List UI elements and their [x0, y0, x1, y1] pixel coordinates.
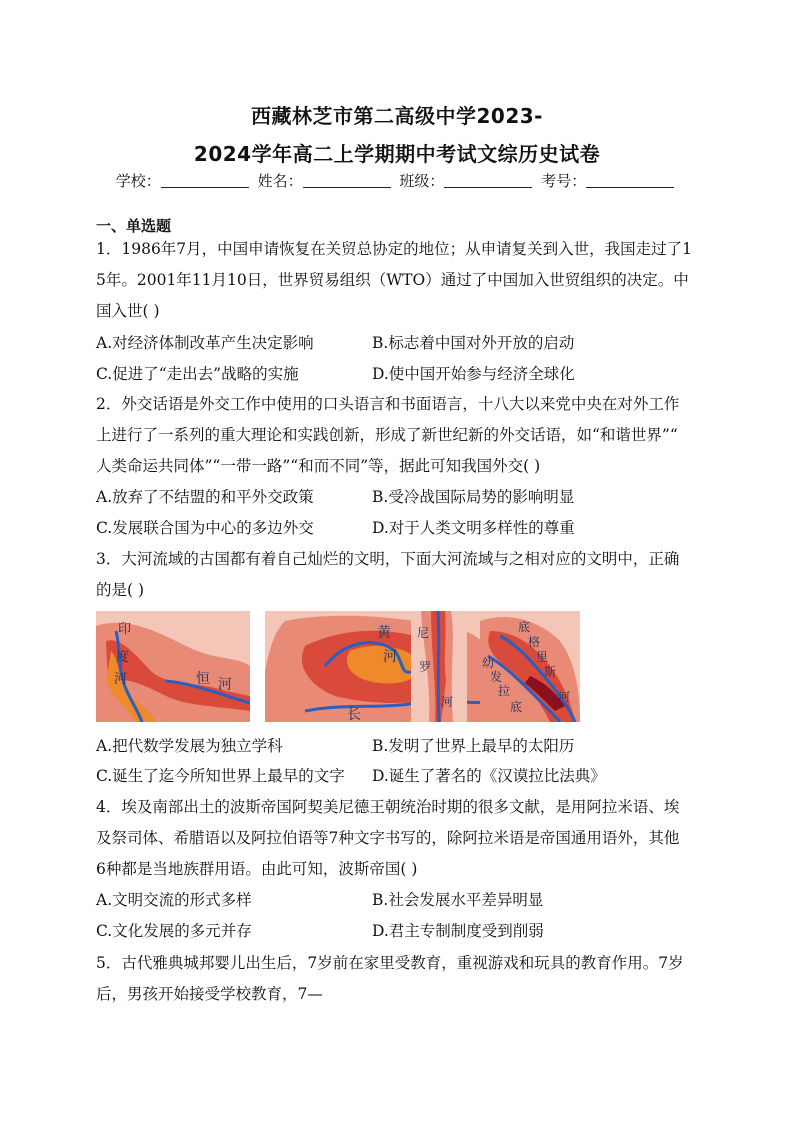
question-3	[96, 544, 700, 606]
map-label: 罗	[419, 660, 432, 674]
option-2c[interactable]: C.发展联合国为中心的多边外交	[96, 519, 314, 537]
map-label: 黄	[377, 625, 391, 641]
question-2	[96, 389, 700, 482]
school-label: 学校：	[115, 172, 161, 190]
question-line: 2．外交话语是外交工作中使用的口头语言和书面语言，十八大以来党中央在对外工作	[96, 395, 680, 413]
option-3d[interactable]: D.诞生了著名的《汉谟拉比法典》	[372, 767, 606, 785]
map-label: 斯	[544, 665, 557, 679]
question-line: 及祭司体、希腊语以及阿拉伯语等7种文字书写的，除阿拉米语是帝国通用语外，其他	[96, 829, 680, 847]
map-label: 印	[118, 622, 132, 637]
map-label: 发	[490, 670, 503, 684]
option-2d[interactable]: D.对于人类文明多样性的尊重	[372, 519, 575, 537]
question-line: 国入世( )	[96, 302, 160, 320]
option-2a[interactable]: A.放弃了不结盟的和平外交政策	[96, 488, 314, 506]
map-label: 底	[510, 700, 523, 714]
question-line: 上进行了一系列的重大理论和实践创新，形成了新世纪新的外交话语，如“和谐世界”“	[96, 426, 678, 444]
question-line: 人类命运共同体”“一带一路”“和而不同”等，据此可知我国外交( )	[96, 457, 541, 475]
option-1d[interactable]: D.使中国开始参与经济全球化	[372, 365, 575, 383]
map-tigris-euphrates	[480, 611, 580, 722]
option-3a[interactable]: A.把代数学发展为独立学科	[96, 737, 283, 755]
option-1c[interactable]: C.促进了“走出去”战略的实施	[96, 365, 299, 383]
exam-no-blank[interactable]	[586, 173, 674, 188]
option-1b[interactable]: B.标志着中国对外开放的启动	[372, 334, 575, 352]
question-line: 5年。2001年11月10日，世界贸易组织（WTO）通过了中国加入世贸组织的决定。中	[96, 271, 689, 289]
question-4	[96, 792, 700, 885]
question-1	[96, 234, 700, 327]
option-4c[interactable]: C.文化发展的多元并存	[96, 922, 252, 940]
question-line: 1．1986年7月，中国申请恢复在关贸总协定的地位；从申请复关到入世，我国走过了1	[96, 240, 693, 258]
exam-title-line2: 2024学年高二上学期期中考试文综历史试卷	[193, 142, 601, 166]
option-4b[interactable]: B.社会发展水平差异明显	[372, 891, 544, 909]
question-line: 6种都是当地族群用语。由此可知，波斯帝国( )	[96, 860, 418, 878]
student-info-row	[0, 170, 794, 191]
school-blank[interactable]	[161, 173, 249, 188]
map-label: 长	[347, 707, 361, 722]
name-label: 姓名：	[257, 172, 303, 190]
map-label: 河	[558, 690, 571, 704]
map-label: 河	[383, 649, 397, 665]
map-label: 恒	[196, 671, 210, 687]
option-3b[interactable]: B.发明了世界上最早的太阳历	[372, 737, 575, 755]
exam-no-label: 考号：	[541, 172, 587, 190]
map-label: 河	[114, 672, 128, 687]
map-label: 度	[116, 650, 130, 665]
section-title: 一、单选题	[96, 217, 172, 235]
map-label: 底	[518, 620, 531, 634]
map-label: 尼	[417, 626, 430, 640]
map-nile	[411, 611, 467, 722]
option-2b[interactable]: B.受冷战国际局势的影响明显	[372, 488, 575, 506]
option-1a[interactable]: A.对经济体制改革产生决定影响	[96, 334, 314, 352]
name-blank[interactable]	[303, 173, 391, 188]
map-label: 河	[218, 677, 232, 693]
map-label: 里	[536, 650, 549, 664]
question-line: 后，男孩开始接受学校教育，7—	[96, 985, 323, 1003]
option-3c[interactable]: C.诞生了迄今所知世界上最早的文字	[96, 767, 345, 785]
map-label: 格	[528, 635, 541, 649]
class-blank[interactable]	[444, 173, 532, 188]
question-line: 5．古代雅典城邦婴儿出生后，7岁前在家里受教育，重视游戏和玩具的教育作用。7岁	[96, 954, 684, 972]
map-indus-ganges	[96, 611, 250, 722]
option-4d[interactable]: D.君主专制制度受到削弱	[372, 922, 544, 940]
map-label: 幼	[482, 656, 495, 670]
question-line: 4．埃及南部出土的波斯帝国阿契美尼德王朝统治时期的很多文献，是用阿拉米语、埃	[96, 798, 680, 816]
map-label: 拉	[498, 684, 511, 698]
map-label: 河	[441, 695, 454, 709]
class-label: 班级：	[399, 172, 445, 190]
exam-title-line1: 西藏林芝市第二高级中学2023-	[251, 104, 543, 128]
question-5	[96, 948, 700, 1010]
question-line: 3．大河流域的古国都有着自己灿烂的文明，下面大河流域与之相对应的文明中，正确	[96, 550, 680, 568]
option-4a[interactable]: A.文明交流的形式多样	[96, 891, 252, 909]
question-line: 的是( )	[96, 581, 145, 599]
